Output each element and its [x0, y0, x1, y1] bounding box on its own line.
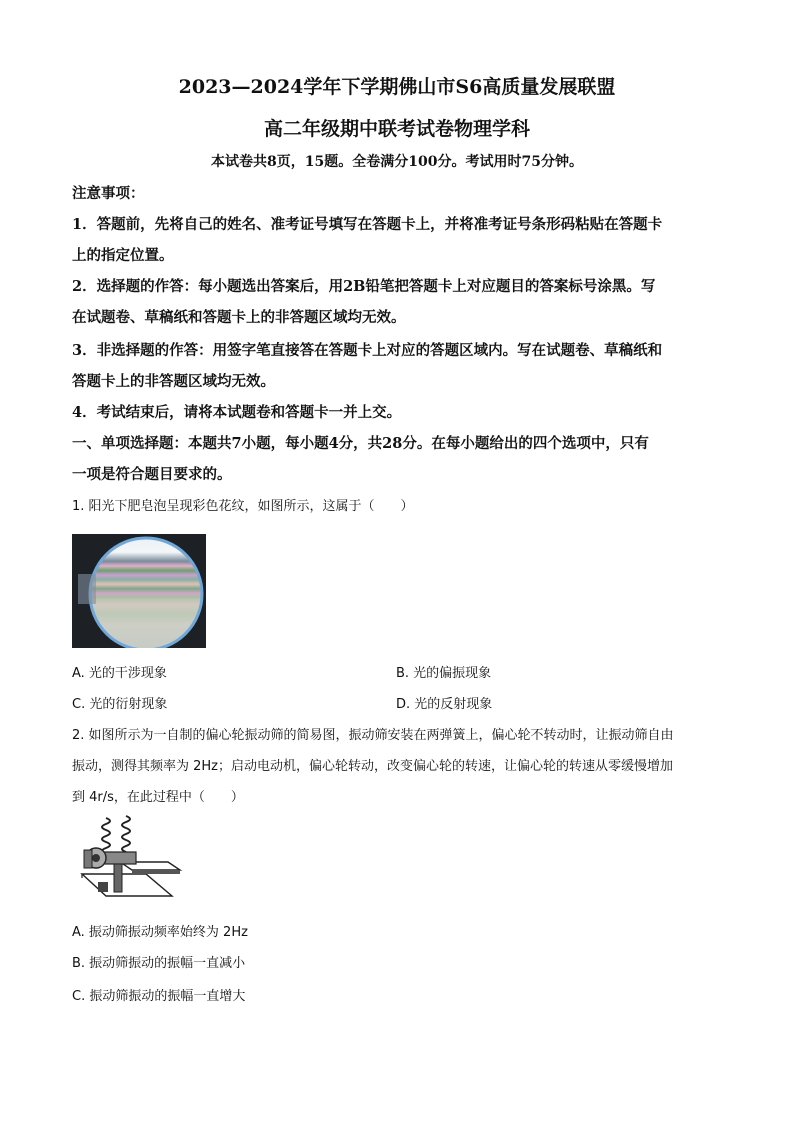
- instruction-line: 3．非选择题的作答：用签字笔直接答在答题卡上对应的答题区域内。写在试题卷、草稿纸和: [72, 342, 663, 359]
- exam-info: 本试卷共8页，15题。全卷满分100分。考试用时75分钟。: [211, 154, 583, 170]
- question-2-stem: 2. 如图所示为一自制的偏心轮振动筛的简易图，振动筛安装在两弹簧上，偏心轮不转动时，让振动筛自由: [72, 728, 674, 743]
- instructions-heading: 注意事项：: [72, 185, 145, 202]
- q1-option-d[interactable]: D. 光的反射现象: [396, 697, 493, 712]
- q1-option-c[interactable]: C. 光的衍射现象: [72, 697, 168, 712]
- section-heading: 一、单项选择题：本题共7小题，每小题4分，共28分。在每小题给出的四个选项中，只有: [72, 435, 649, 452]
- instruction-line: 在试题卷、草稿纸和答题卡上的非答题区域均无效。: [72, 309, 406, 326]
- q1-option-b[interactable]: B. 光的偏振现象: [396, 666, 492, 681]
- q2-option-a[interactable]: A. 振动筛振动频率始终为 2Hz: [72, 925, 248, 940]
- soap-bubble-photo: [72, 534, 206, 648]
- exam-title-line2: 高二年级期中联考试卷物理学科: [263, 118, 530, 140]
- q2-option-b[interactable]: B. 振动筛振动的振幅一直减小: [72, 956, 246, 971]
- question-1-stem: 1. 阳光下肥皂泡呈现彩色花纹，如图所示，这属于（ ）: [72, 499, 414, 514]
- instruction-line: 答题卡上的非答题区域均无效。: [72, 373, 275, 390]
- vibrating-sieve-diagram: [76, 812, 186, 904]
- instruction-line: 4．考试结束后，请将本试题卷和答题卡一并上交。: [72, 404, 402, 421]
- q2-option-c[interactable]: C. 振动筛振动的振幅一直增大: [72, 989, 246, 1004]
- instruction-line: 1．答题前，先将自己的姓名、准考证号填写在答题卡上，并将准考证号条形码粘贴在答题卡: [72, 216, 663, 233]
- instruction-line: 上的指定位置。: [72, 247, 174, 264]
- question-2-stem: 到 4r/s，在此过程中（ ）: [72, 790, 244, 805]
- instruction-line: 2．选择题的作答：每小题选出答案后，用2B铅笔把答题卡上对应题目的答案标号涂黑。写: [72, 278, 656, 295]
- exam-title-line1: 2023—2024学年下学期佛山市S6高质量发展联盟: [178, 76, 616, 98]
- section-heading: 一项是符合题目要求的。: [72, 466, 232, 483]
- q1-option-a[interactable]: A. 光的干涉现象: [72, 666, 167, 681]
- question-2-stem: 振动，测得其频率为 2Hz；启动电动机，偏心轮转动，改变偏心轮的转速，让偏心轮的转速从零缓慢增加: [72, 759, 674, 774]
